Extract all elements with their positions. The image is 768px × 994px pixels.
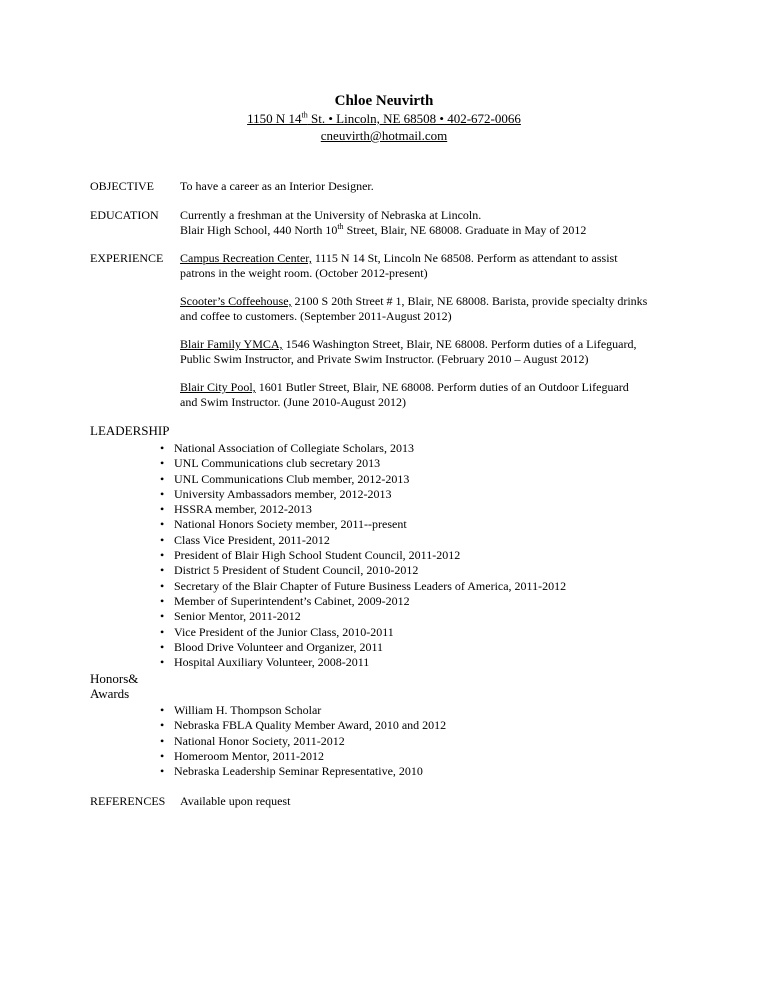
job-line bbox=[180, 294, 680, 309]
honors-item: • Nebraska FBLA Quality Member Award, 2010 and 2012 bbox=[160, 718, 446, 733]
leadership-item: • President of Blair High School Student Council, 2011-2012 bbox=[160, 548, 566, 563]
job-line: and coffee to customers. (September 2011-August 2012) bbox=[180, 308, 452, 323]
job-line: patrons in the weight room. (October 2012-present) bbox=[180, 265, 428, 280]
job-line bbox=[180, 380, 680, 395]
contact-email[interactable]: cneuvirth@hotmail.com bbox=[320, 128, 448, 143]
job-place: Blair Family YMCA, bbox=[180, 337, 283, 351]
leadership-section bbox=[90, 424, 690, 439]
leadership-item: • UNL Communications club secretary 2013 bbox=[160, 456, 566, 471]
leadership-label: LEADERSHIP bbox=[90, 423, 170, 438]
leadership-item: • National Association of Collegiate Scholars, 2013 bbox=[160, 441, 566, 456]
leadership-item: • Hospital Auxiliary Volunteer, 2008-2011 bbox=[160, 655, 566, 670]
references-label: REFERENCES bbox=[90, 794, 166, 808]
address-superscript: th bbox=[301, 110, 308, 120]
experience-label: EXPERIENCE bbox=[90, 251, 164, 265]
honors-label: Awards bbox=[90, 685, 130, 701]
education-text: Blair High School, 440 North 10 bbox=[180, 222, 338, 237]
job-line bbox=[180, 337, 680, 352]
applicant-name: Chloe Neuvirth bbox=[334, 93, 434, 109]
honors-item: • National Honor Society, 2011-2012 bbox=[160, 734, 446, 749]
job-details: 1546 Washington Street, Blair, NE 68008. Perform duties of a Lifeguard, bbox=[282, 337, 637, 351]
leadership-item: • Vice President of the Junior Class, 2010-2011 bbox=[160, 625, 566, 640]
job-entry bbox=[180, 294, 680, 323]
leadership-item: • Secretary of the Blair Chapter of Future Business Leaders of America, 2011-2012 bbox=[160, 579, 566, 594]
leadership-list bbox=[160, 441, 566, 670]
job-entry bbox=[180, 251, 680, 280]
job-details: 2100 S 20th Street # 1, Blair, NE 68008. Barista, provide specialty drinks bbox=[291, 294, 648, 308]
job-place: Blair City Pool, bbox=[180, 380, 256, 394]
experience-content bbox=[180, 251, 680, 423]
honors-item: • William H. Thompson Scholar bbox=[160, 703, 446, 718]
contact-address bbox=[0, 110, 768, 127]
objective-text: To have a career as an Interior Designer. bbox=[180, 179, 374, 193]
job-line bbox=[180, 251, 680, 266]
leadership-item: • Blood Drive Volunteer and Organizer, 2011 bbox=[160, 640, 566, 655]
leadership-item: • District 5 President of Student Council, 2010-2012 bbox=[160, 563, 566, 578]
job-line: and Swim Instructor. (June 2010-August 2012) bbox=[180, 394, 406, 409]
address-text: 1150 N 14 bbox=[247, 111, 302, 126]
job-place: Campus Recreation Center, bbox=[180, 251, 312, 265]
education-label: EDUCATION bbox=[90, 208, 159, 222]
leadership-item: • National Honors Society member, 2011--present bbox=[160, 517, 566, 532]
honors-item: • Homeroom Mentor, 2011-2012 bbox=[160, 749, 446, 764]
job-details: 1115 N 14 St, Lincoln Ne 68508. Perform as attendant to assist bbox=[311, 251, 618, 265]
leadership-item: • Class Vice President, 2011-2012 bbox=[160, 533, 566, 548]
education-line bbox=[180, 223, 680, 238]
leadership-item: • UNL Communications Club member, 2012-2013 bbox=[160, 472, 566, 487]
objective-label: OBJECTIVE bbox=[90, 179, 154, 193]
education-text-rest: Street, Blair, NE 68008. Graduate in May of 2012 bbox=[343, 222, 587, 237]
references-text: Available upon request bbox=[180, 794, 291, 808]
honors-item: • Nebraska Leadership Seminar Representative, 2010 bbox=[160, 764, 446, 779]
job-details: 1601 Butler Street, Blair, NE 68008. Perform duties of an Outdoor Lifeguard bbox=[255, 380, 629, 394]
education-content bbox=[180, 208, 680, 237]
education-superscript: th bbox=[337, 221, 344, 231]
honors-label: Honors& bbox=[90, 671, 139, 686]
job-line: Public Swim Instructor, and Private Swim Instructor. (February 2010 – August 2012) bbox=[180, 351, 589, 366]
resume-header bbox=[0, 92, 768, 144]
honors-section bbox=[90, 672, 690, 701]
honors-list bbox=[160, 703, 446, 779]
job-entry bbox=[180, 380, 680, 409]
job-entry bbox=[180, 337, 680, 366]
leadership-item: • HSSRA member, 2012-2013 bbox=[160, 502, 566, 517]
address-text-rest: St. • Lincoln, NE 68508 • 402-672-0066 bbox=[307, 111, 521, 126]
job-place: Scooter’s Coffeehouse, bbox=[180, 294, 292, 308]
leadership-item: • Member of Superintendent’s Cabinet, 2009-2012 bbox=[160, 594, 566, 609]
leadership-item: • University Ambassadors member, 2012-2013 bbox=[160, 487, 566, 502]
education-line: Currently a freshman at the University of Nebraska at Lincoln. bbox=[180, 208, 482, 222]
leadership-item: • Senior Mentor, 2011-2012 bbox=[160, 609, 566, 624]
